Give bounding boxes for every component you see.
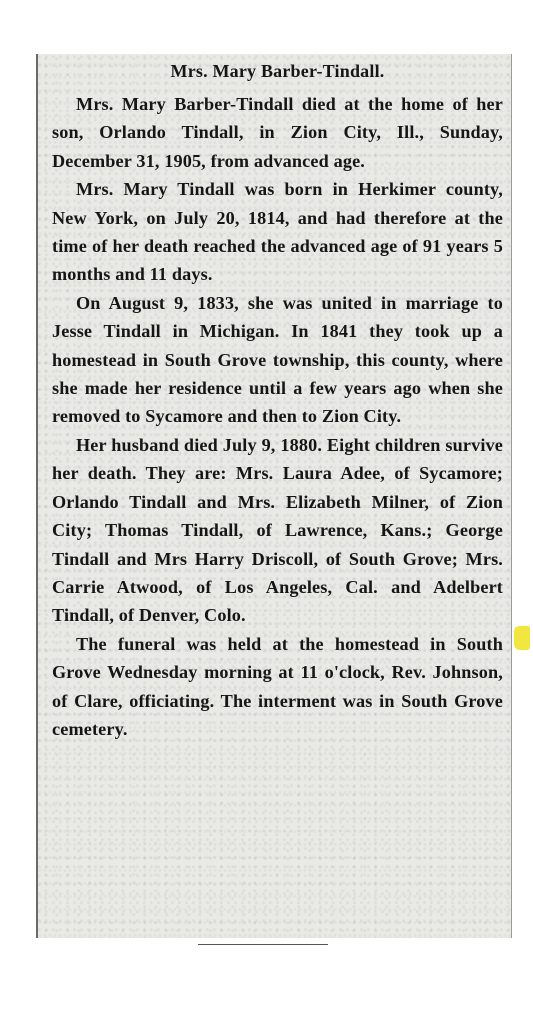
article-paragraph-marriage: On August 9, 1833, she was united in marriage to Jesse Tindall in Michigan. In 1841 they took up a homestead in South Grove township, this county, where she made her residence until a few years ago when she removed to Sycamore and then to Zion City.	[52, 292, 503, 427]
article-headline: Mrs. Mary Barber-Tindall.	[170, 61, 385, 81]
end-rule-divider	[198, 944, 328, 945]
article-paragraph-death: Mrs. Mary Barber-Tindall died at the home of her son, Orlando Tindall, in Zion City, Ill., Sunday, December 31, 1905, from advanced age.	[52, 94, 503, 171]
article-paragraph-survivors: Her husband died July 9, 1880. Eight children survive her death. They are: Mrs. Laura Adee, of Sycamore; Orlando Tindall and Mrs. Elizabeth Milner, of Zion City; Thomas Tindall, of Lawrence, Kans.; George Tindall and Mrs Harry Driscoll, of South Grove; Mrs. Carrie Atwood, of Los Angeles, Cal. and Adelbert Tindall, of Denver, Colo.	[52, 434, 503, 626]
newspaper-clipping	[36, 54, 512, 938]
article-paragraph-funeral: The funeral was held at the homestead in South Grove Wednesday morning at 11 o'clock, Rev. Johnson, of Clare, officiating. The interment was in South Grove cemetery.	[52, 633, 503, 739]
yellow-highlight-mark	[514, 626, 530, 650]
article-paragraph-birth: Mrs. Mary Tindall was born in Herkimer county, New York, on July 20, 1814, and had therefore at the time of her death reached the advanced age of 91 years 5 months and 11 days.	[52, 179, 503, 285]
